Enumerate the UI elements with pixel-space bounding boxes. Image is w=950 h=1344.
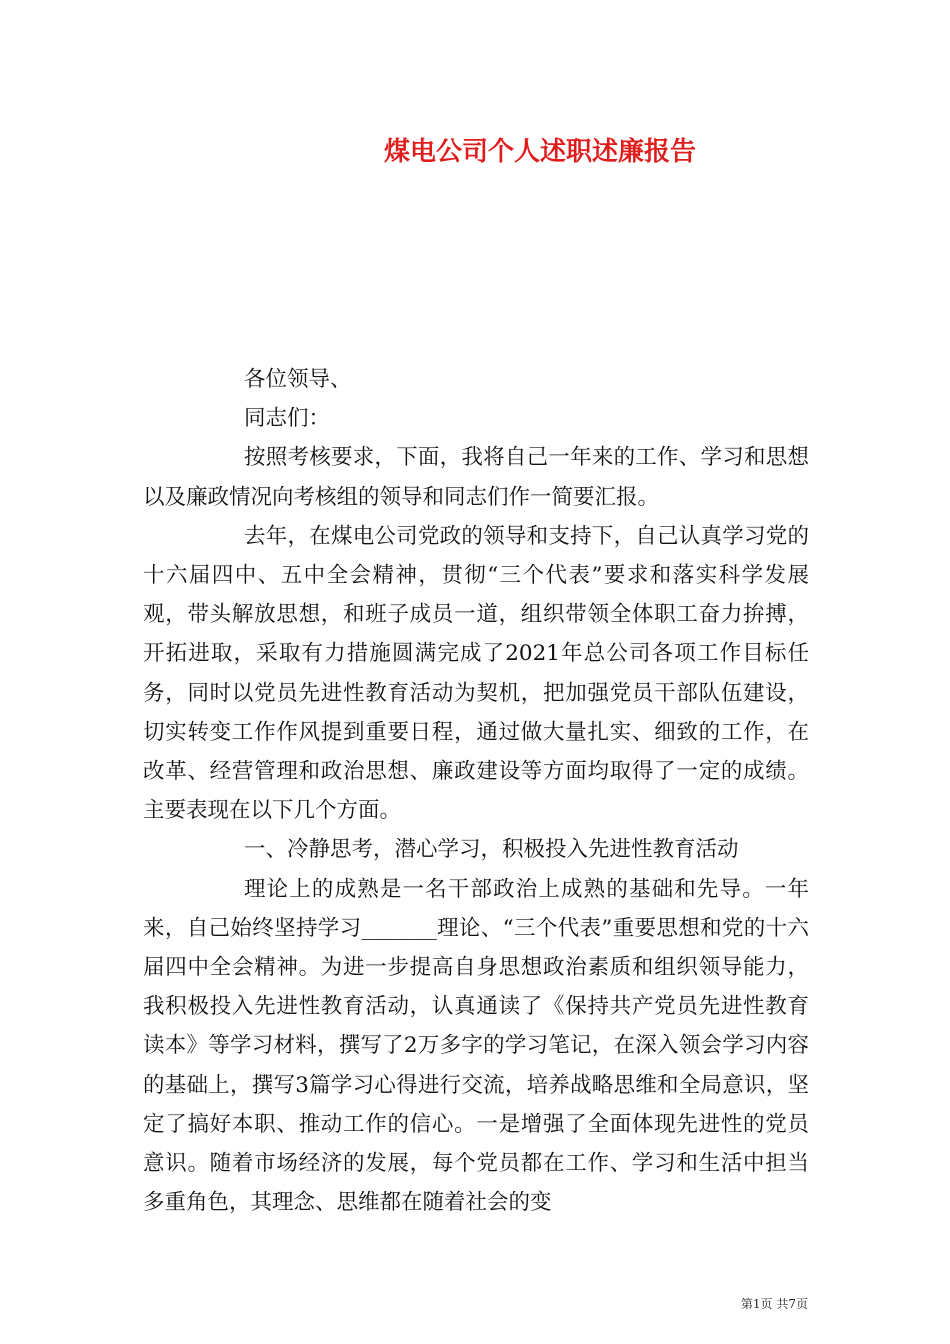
paragraph: 去年，在煤电公司党政的领导和支持下，自己认真学习党的十六届四中、五中全会精神，贯彻“三个代表”要求和落实科学发展观，带头解放思想，和班子成员一道，组织带领全体职工奋力拚搏，开拓进取，采取有力措施圆满完成了2021年总公司各项工作目标任务，同时以党员先进性教育活动为契机，把加强党员干部队伍建设，切实转变工作作风提到重要日程，通过做大量扎实、细致的工作，在改革、经营管理和政治思想、廉政建设等方面均取得了一定的成绩。主要表现在以下几个方面。: [143, 523, 809, 824]
paragraph: 按照考核要求，下面，我将自己一年来的工作、学习和思想以及廉政情况向考核组的领导和同志们作一简要汇报。: [143, 445, 809, 510]
page-title: 煤电公司个人述职述廉报告: [383, 137, 696, 167]
page-number: 第1页 共7页: [740, 1297, 808, 1311]
document-body: [143, 360, 809, 1222]
paragraph: 理论上的成熟是一名干部政治上成熟的基础和先导。一年来，自己始终坚持学习_______理论、“三个代表”重要思想和党的十六届四中全会精神。为进一步提高自身思想政治素质和组织领导能力，我积极投入先进性教育活动，认真通读了《保持共产党员先进性教育读本》等学习材料，撰写了2万多字的学习笔记，在深入领会学习内容的基础上，撰写3篇学习心得进行交流，培养战略思维和全局意识，坚定了搞好本职、推动工作的信心。一是增强了全面体现先进性的党员意识。随着市场经济的发展，每个党员都在工作、学习和生活中担当多重角色，其理念、思维都在随着社会的变: [143, 876, 809, 1216]
section-heading: 一、冷静思考，潜心学习，积极投入先进性教育活动: [244, 837, 739, 863]
greeting-line: 各位领导、: [244, 367, 352, 392]
greeting-line: 同志们：: [244, 406, 331, 432]
